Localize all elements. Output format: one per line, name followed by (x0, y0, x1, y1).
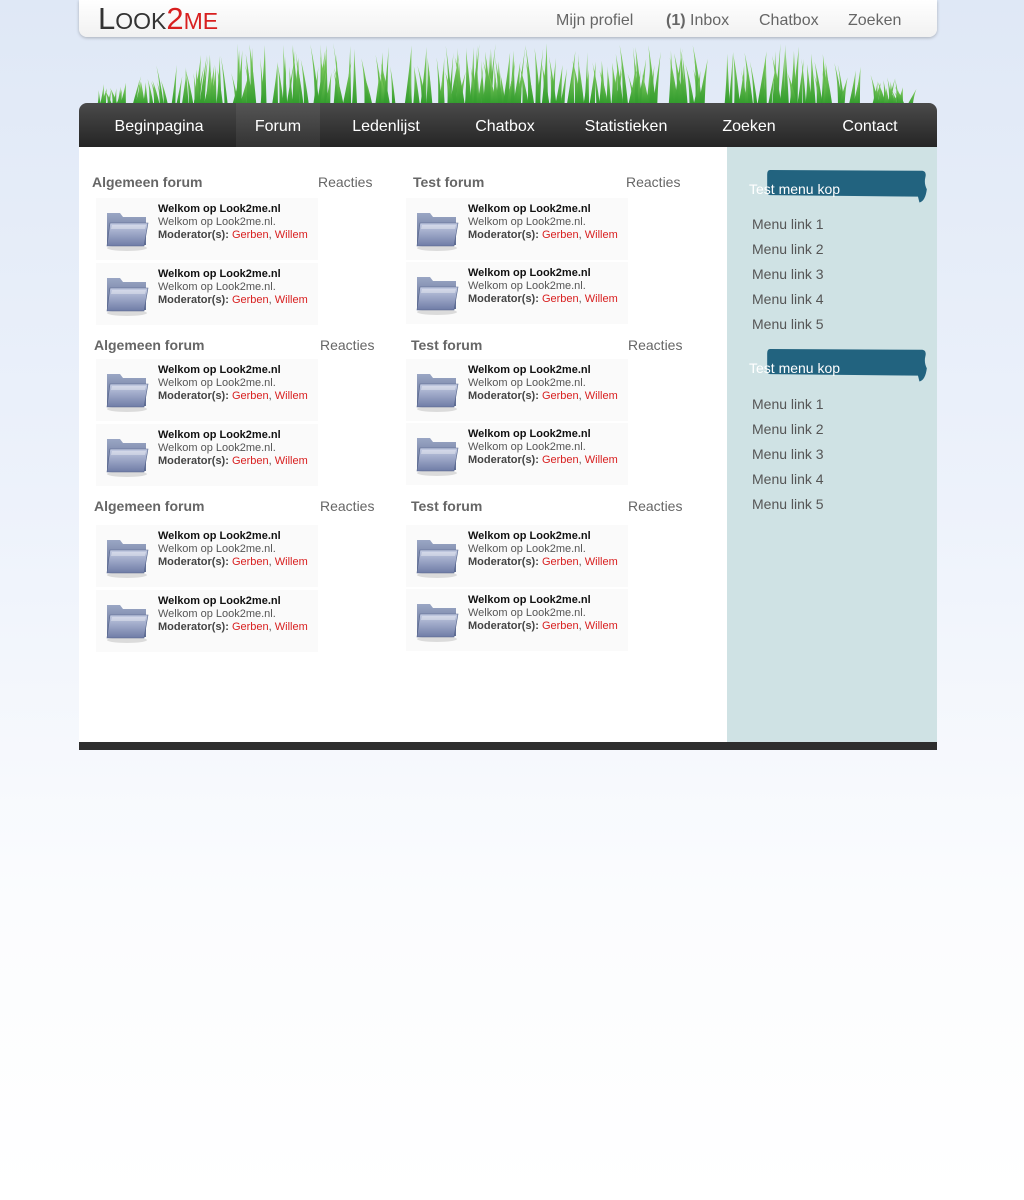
forum-item-moderators (158, 621, 308, 634)
forum-item-title[interactable]: Welkom op Look2me.nl (468, 530, 591, 542)
forum-item-moderators (468, 556, 618, 569)
grass-blade (729, 51, 733, 105)
sidebar-menu-link[interactable]: Menu link 4 (752, 291, 824, 307)
forum-item-moderators (468, 620, 618, 633)
top-link-inbox[interactable] (666, 0, 729, 42)
grass-blade (725, 53, 730, 105)
grass-blade (738, 65, 745, 105)
top-link-chatbox[interactable]: Chatbox (759, 12, 819, 29)
moderator-separator: , (268, 621, 272, 633)
reacties-header: Reacties (318, 174, 373, 190)
grass-banner (79, 37, 937, 105)
moderator-link[interactable]: Gerben (231, 229, 269, 241)
forum-item-title[interactable]: Welkom op Look2me.nl (468, 594, 591, 606)
grass-blade (780, 51, 785, 105)
reacties-header: Reacties (320, 498, 375, 514)
moderator-label: Moderator(s): (158, 294, 229, 306)
moderator-separator: , (578, 229, 582, 241)
forum-item-title[interactable]: Welkom op Look2me.nl (158, 429, 281, 441)
moderator-link[interactable]: Willem (274, 390, 308, 402)
moderator-link[interactable]: Gerben (541, 293, 579, 305)
forum-row[interactable] (406, 198, 628, 260)
grass-blade (272, 62, 278, 105)
forum-item-description: Welkom op Look2me.nl. (468, 607, 586, 619)
forum-row[interactable] (96, 198, 318, 260)
logo-text: OOK (115, 8, 167, 34)
moderator-link[interactable]: Willem (584, 454, 618, 466)
moderator-separator: , (578, 620, 582, 632)
grass-blade (589, 62, 595, 105)
forum-item-moderators (468, 229, 618, 242)
moderator-link[interactable]: Gerben (231, 390, 269, 402)
moderator-separator: , (578, 390, 582, 402)
moderator-label: Moderator(s): (468, 390, 539, 402)
reacties-header: Reacties (628, 498, 683, 514)
sidebar-menu-link[interactable]: Menu link 5 (752, 316, 824, 332)
moderator-link[interactable]: Gerben (541, 390, 579, 402)
moderator-link[interactable]: Willem (274, 229, 308, 241)
forum-item-description: Welkom op Look2me.nl. (158, 216, 276, 228)
nav-item-statistieken[interactable]: Statistieken (584, 118, 668, 135)
moderator-separator: , (578, 556, 582, 568)
inbox-count: (1) (666, 12, 686, 29)
top-link-search[interactable]: Zoeken (848, 12, 902, 29)
forum-row[interactable] (96, 424, 318, 486)
forum-item-title[interactable]: Welkom op Look2me.nl (158, 268, 281, 280)
grass-blade (148, 79, 154, 105)
forum-row[interactable] (406, 262, 628, 324)
grass-blade (361, 58, 370, 105)
moderator-link[interactable]: Gerben (541, 454, 579, 466)
folder-icon (104, 207, 150, 251)
forum-item-description: Welkom op Look2me.nl. (468, 216, 586, 228)
forum-row[interactable] (96, 263, 318, 325)
folder-icon (414, 368, 460, 412)
grass-blade (172, 65, 177, 105)
forum-item-title[interactable]: Welkom op Look2me.nl (468, 428, 591, 440)
nav-item-ledenlijst[interactable]: Ledenlijst (352, 118, 420, 135)
forum-item-moderators (158, 556, 308, 569)
forum-section-title[interactable]: Test forum (411, 498, 483, 514)
nav-item-forum[interactable]: Forum (236, 103, 320, 147)
moderator-label: Moderator(s): (468, 293, 539, 305)
forum-item-title[interactable]: Welkom op Look2me.nl (468, 267, 591, 279)
reacties-header: Reacties (320, 337, 375, 353)
moderator-separator: , (268, 229, 272, 241)
moderator-label: Moderator(s): (158, 390, 229, 402)
menu-title: Test menu kop (749, 181, 841, 197)
moderator-label: Moderator(s): (468, 229, 539, 241)
moderator-link[interactable]: Gerben (541, 229, 579, 241)
forum-item-description: Welkom op Look2me.nl. (468, 441, 586, 453)
moderator-link[interactable]: Gerben (231, 556, 269, 568)
moderator-link[interactable]: Willem (584, 229, 618, 241)
folder-icon (104, 368, 150, 412)
grass-blade (277, 63, 283, 105)
site-logo[interactable] (98, 2, 218, 36)
moderator-link[interactable]: Gerben (231, 294, 269, 306)
sidebar-menu-link[interactable]: Menu link 2 (752, 241, 824, 257)
forum-item-title[interactable]: Welkom op Look2me.nl (468, 203, 591, 215)
moderator-link[interactable]: Willem (274, 294, 308, 306)
moderator-link[interactable]: Willem (584, 620, 618, 632)
grass-blade (176, 76, 182, 105)
forum-item-moderators (468, 293, 618, 306)
moderator-separator: , (268, 556, 272, 568)
grass-blade (653, 52, 661, 105)
forum-section-title[interactable]: Algemeen forum (92, 174, 203, 190)
forum-item-description: Welkom op Look2me.nl. (468, 377, 586, 389)
moderator-separator: , (268, 455, 272, 467)
forum-row[interactable] (406, 525, 628, 587)
forum-item-description: Welkom op Look2me.nl. (468, 280, 586, 292)
grass-blade (810, 53, 816, 105)
sidebar-menu-link[interactable]: Menu link 2 (752, 421, 824, 437)
menu-title: Test menu kop (749, 360, 841, 376)
reacties-header: Reacties (626, 174, 681, 190)
folder-icon (414, 598, 460, 642)
logo-letter: L (98, 1, 116, 36)
moderator-label: Moderator(s): (468, 556, 539, 568)
grass-blade (426, 57, 432, 105)
moderator-link[interactable]: Willem (584, 390, 618, 402)
moderator-link[interactable]: Willem (274, 455, 308, 467)
sidebar-menu-head (739, 170, 955, 204)
reacties-header: Reacties (628, 337, 683, 353)
grass-blade (352, 49, 357, 105)
logo-number: 2 (166, 1, 184, 36)
moderator-link[interactable]: Gerben (231, 455, 269, 467)
sidebar-menu-link[interactable]: Menu link 1 (752, 216, 824, 232)
folder-icon (104, 599, 150, 643)
folder-icon (414, 534, 460, 578)
top-bar (79, 0, 937, 37)
moderator-link[interactable]: Gerben (541, 620, 579, 632)
moderator-link[interactable]: Gerben (541, 556, 579, 568)
forum-item-title[interactable]: Welkom op Look2me.nl (468, 364, 591, 376)
forum-row[interactable] (406, 359, 628, 421)
inbox-label: Inbox (690, 12, 730, 29)
forum-section-title[interactable]: Algemeen forum (94, 337, 205, 353)
moderator-label: Moderator(s): (158, 556, 229, 568)
forum-item-title[interactable]: Welkom op Look2me.nl (158, 530, 281, 542)
grass-blade (152, 80, 159, 105)
moderator-separator: , (268, 294, 272, 306)
moderator-label: Moderator(s): (158, 229, 229, 241)
forum-item-title[interactable]: Welkom op Look2me.nl (158, 595, 281, 607)
moderator-label: Moderator(s): (158, 455, 229, 467)
forum-row[interactable] (406, 589, 628, 651)
forum-item-description: Welkom op Look2me.nl. (158, 543, 276, 555)
folder-icon (104, 433, 150, 477)
forum-item-title[interactable]: Welkom op Look2me.nl (158, 364, 281, 376)
forum-row[interactable] (96, 590, 318, 652)
folder-icon (414, 432, 460, 476)
nav-item-contact[interactable]: Contact (842, 118, 898, 135)
moderator-label: Moderator(s): (468, 620, 539, 632)
moderator-link[interactable]: Gerben (231, 621, 269, 633)
forum-item-moderators (158, 294, 308, 307)
forum-row[interactable] (96, 525, 318, 587)
sidebar-menu-link[interactable]: Menu link 5 (752, 496, 824, 512)
moderator-label: Moderator(s): (158, 621, 229, 633)
main-nav (79, 103, 937, 147)
folder-icon (414, 271, 460, 315)
forum-item-description: Welkom op Look2me.nl. (158, 608, 276, 620)
sidebar-menu-head (739, 349, 955, 383)
top-link-profile[interactable]: Mijn profiel (556, 12, 634, 29)
grass-blade (310, 44, 319, 105)
forum-section-title[interactable]: Test forum (413, 174, 485, 190)
moderator-link[interactable]: Willem (274, 621, 308, 633)
forum-row[interactable] (96, 359, 318, 421)
forum-item-description: Welkom op Look2me.nl. (158, 377, 276, 389)
moderator-label: Moderator(s): (468, 454, 539, 466)
grass-blade (143, 82, 148, 105)
folder-icon (104, 272, 150, 316)
sidebar-menu-link[interactable]: Menu link 1 (752, 396, 824, 412)
grass-blade (216, 56, 221, 105)
moderator-separator: , (578, 293, 582, 305)
moderator-link[interactable]: Willem (584, 293, 618, 305)
forum-item-moderators (158, 455, 308, 468)
nav-item-beginpagina[interactable]: Beginpagina (114, 118, 204, 135)
moderator-separator: , (578, 454, 582, 466)
forum-item-moderators (158, 390, 308, 403)
forum-item-moderators (468, 390, 618, 403)
moderator-link[interactable]: Willem (584, 556, 618, 568)
forum-item-moderators (158, 229, 308, 242)
grass-blade (733, 53, 740, 105)
forum-item-description: Welkom op Look2me.nl. (158, 281, 276, 293)
moderator-separator: , (268, 390, 272, 402)
footer-bar (79, 742, 937, 750)
folder-icon (414, 207, 460, 251)
sidebar-menu-link[interactable]: Menu link 3 (752, 266, 824, 282)
forum-item-moderators (468, 454, 618, 467)
folder-icon (104, 534, 150, 578)
forum-item-description: Welkom op Look2me.nl. (158, 442, 276, 454)
forum-section-title[interactable]: Test forum (411, 337, 483, 353)
moderator-link[interactable]: Willem (274, 556, 308, 568)
forum-row[interactable] (406, 423, 628, 485)
forum-item-title[interactable]: Welkom op Look2me.nl (158, 203, 281, 215)
forum-item-description: Welkom op Look2me.nl. (468, 543, 586, 555)
logo-suffix: ME (183, 8, 219, 34)
grass-blade (283, 45, 288, 105)
forum-section-title[interactable]: Algemeen forum (94, 498, 205, 514)
grass-blade (390, 66, 395, 105)
sidebar (727, 147, 937, 742)
nav-item-chatbox[interactable]: Chatbox (475, 118, 535, 135)
sidebar-menu-link[interactable]: Menu link 3 (752, 446, 824, 462)
nav-item-zoeken[interactable]: Zoeken (722, 118, 776, 135)
sidebar-menu-link[interactable]: Menu link 4 (752, 471, 824, 487)
